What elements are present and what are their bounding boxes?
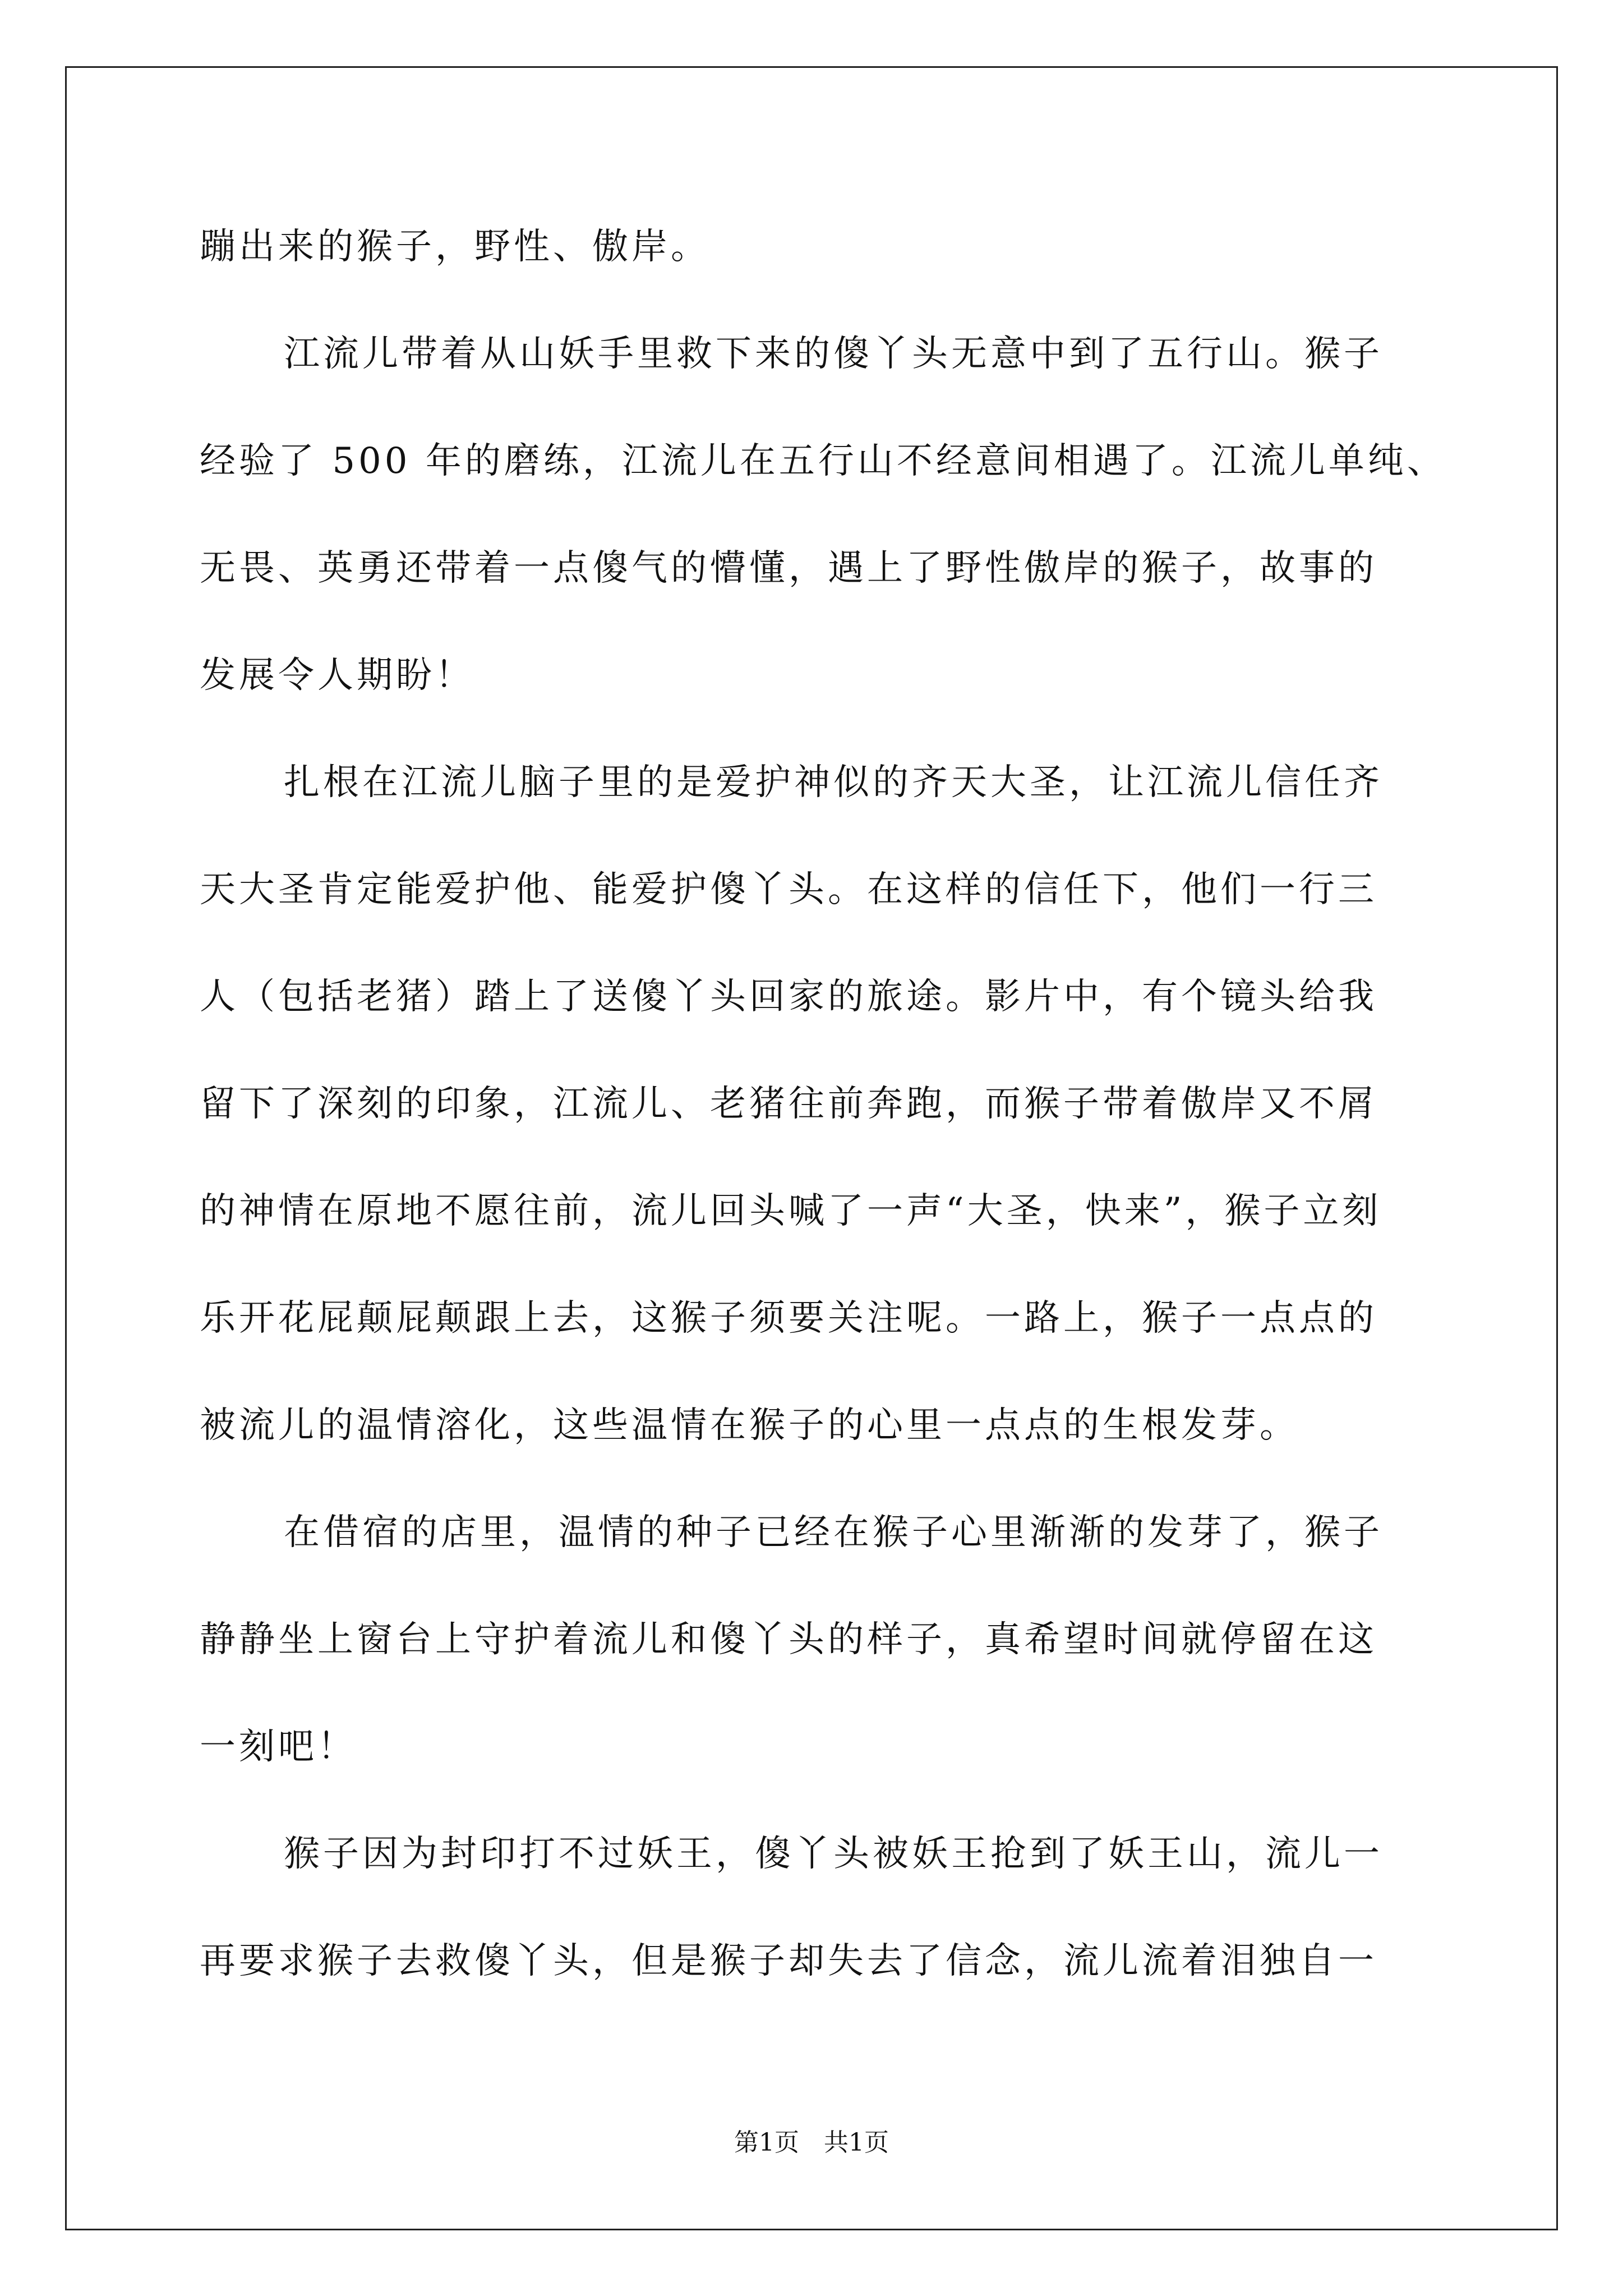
page-border	[65, 66, 1558, 2230]
text-line: 猴子因为封印打不过妖王，傻丫头被妖王抢到了妖王山，流儿一	[284, 1833, 1383, 1875]
text-line: 江流儿带着从山妖手里救下来的傻丫头无意中到了五行山。猴子	[284, 333, 1383, 375]
text-line: 一刻吧！	[200, 1726, 357, 1768]
text-line: 发展令人期盼！	[200, 655, 474, 696]
text-line: 经验了 500 年的磨练，江流儿在五行山不经意间相遇了。江流儿单纯、	[200, 440, 1446, 482]
text-line: 蹦出来的猴子，野性、傲岸。	[200, 226, 710, 268]
text-line: 再要求猴子去救傻丫头，但是猴子却失去了信念，流儿流着泪独自一	[200, 1940, 1377, 1982]
text-line: 留下了深刻的印象，江流儿、老猪往前奔跑，而猴子带着傲岸又不屑	[200, 1083, 1377, 1125]
text-line: 天大圣肯定能爱护他、能爱护傻丫头。在这样的信任下，他们一行三	[200, 869, 1377, 910]
text-line: 在借宿的店里，温情的种子已经在猴子心里渐渐的发芽了，猴子	[284, 1512, 1383, 1553]
text-line: 静静坐上窗台上守护着流儿和傻丫头的样子，真希望时间就停留在这	[200, 1619, 1377, 1660]
text-line: 乐开花屁颠屁颠跟上去，这猴子须要关注呢。一路上，猴子一点点的	[200, 1297, 1377, 1339]
text-line: 人（包括老猪）踏上了送傻丫头回家的旅途。影片中，有个镜头给我	[200, 976, 1377, 1018]
text-line: 被流儿的温情溶化，这些温情在猴子的心里一点点的生根发芽。	[200, 1405, 1299, 1446]
text-line: 扎根在江流儿脑子里的是爱护神似的齐天大圣，让江流儿信任齐	[284, 762, 1383, 803]
page-footer: 第1页 共1页	[734, 2128, 889, 2157]
text-line: 无畏、英勇还带着一点傻气的懵懂，遇上了野性傲岸的猴子，故事的	[200, 547, 1377, 589]
text-line: 的神情在原地不愿往前，流儿回头喊了一声“大圣，快来”，猴子立刻	[200, 1190, 1382, 1232]
